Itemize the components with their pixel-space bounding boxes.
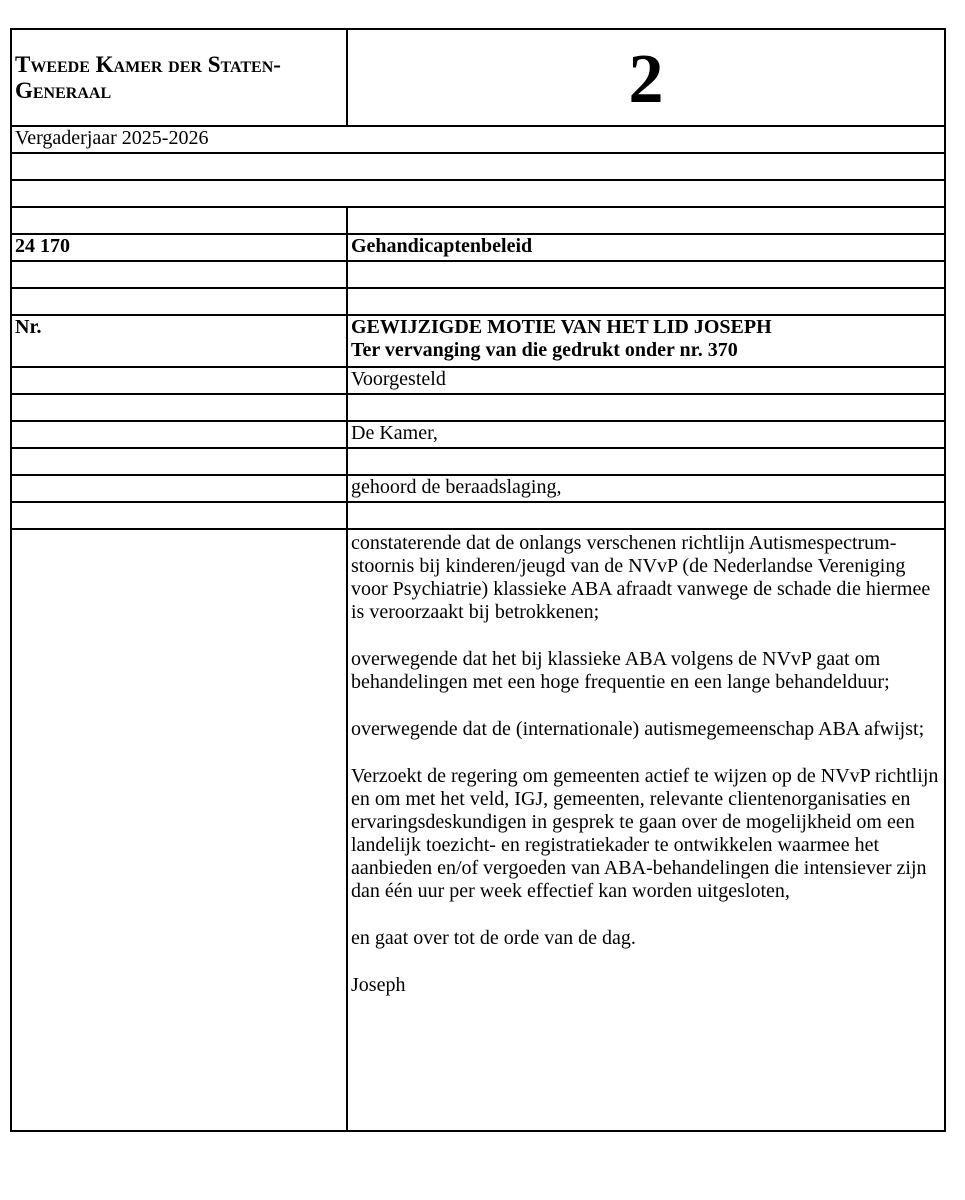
salutation: De Kamer, [347,421,945,448]
empty-cell [347,394,945,421]
considering-paragraph: constaterende dat de onlangs verschenen richtlijn Autismespectrum-stoornis bij kinderen/jeugd van de NVvP (de Nederlandse Vereniging voor Psychiatrie) klassieke ABA afraadt vanwege de schade die hiermee is veroorzaakt bij betrokkenen; [351,532,931,623]
motion-document [10,28,944,1132]
organization-name: Tweede Kamer der Staten-Generaal [11,29,347,126]
whereas-paragraph-2: overwegende dat de (internationale) autismegemeenschap ABA afwijst; [351,718,925,740]
salutation-row [11,421,945,448]
spacer-row [11,394,945,421]
motion-body-row [11,529,945,1131]
empty-cell [11,394,347,421]
document-table [10,28,946,1132]
heard-deliberation: gehoord de beraadslaging, [347,475,945,502]
spacer-row [11,153,945,180]
dossier-title: Gehandicaptenbeleid [347,234,945,261]
heard-row [11,475,945,502]
empty-cell [11,288,347,315]
empty-cell [11,367,347,394]
request-paragraph: Verzoekt de regering om gemeenten actief te wijzen op de NVvP richtlijn en om met het veld, IGJ, gemeenten, relevante clientenorganisaties en ervaringsdeskundigen in gesprek te gaan over de mogelijkheid om een landelijk toezicht- en registratiekader te ontwikkelen waarmee het aanbieden en/of vergoeden van ABA-behandelingen die intensiever zijn dan één uur per week effectief kan worden uitgesloten, [351,765,939,902]
nr-label: Nr. [11,315,347,367]
spacer-row [11,502,945,529]
motion-body [347,529,945,1131]
dossier-number: 24 170 [11,234,347,261]
empty-cell [347,448,945,475]
motion-subtitle: Ter vervanging van die gedrukt onder nr. 370 [351,339,738,361]
motion-title-row [11,315,945,367]
closing-paragraph: en gaat over tot de orde van de dag. [351,927,636,949]
spacer-row [11,448,945,475]
empty-cell [347,261,945,288]
spacer-row [11,261,945,288]
session-row [11,126,945,153]
empty-cell [11,153,945,180]
empty-cell [11,448,347,475]
empty-cell [347,207,945,234]
motion-status: Voorgesteld [347,367,945,394]
empty-cell [11,180,945,207]
spacer-row [11,288,945,315]
session-year: Vergaderjaar 2025-2026 [11,126,945,153]
dossier-row [11,234,945,261]
spacer-row [11,207,945,234]
status-row [11,367,945,394]
empty-cell [347,288,945,315]
motion-title-cell [347,315,945,367]
header-row [11,29,945,126]
signature: Joseph [351,974,406,996]
empty-cell [347,502,945,529]
empty-cell [11,207,347,234]
spacer-row [11,180,945,207]
empty-cell [11,529,347,1131]
empty-cell [11,475,347,502]
empty-cell [11,261,347,288]
empty-cell [11,421,347,448]
motion-title: GEWIJZIGDE MOTIE VAN HET LID JOSEPH [351,316,772,338]
document-number: 2 [347,29,945,126]
empty-cell [11,502,347,529]
whereas-paragraph-1: overwegende dat het bij klassieke ABA volgens de NVvP gaat om behandelingen met een hoge frequentie en een lange behandelduur; [351,648,890,693]
